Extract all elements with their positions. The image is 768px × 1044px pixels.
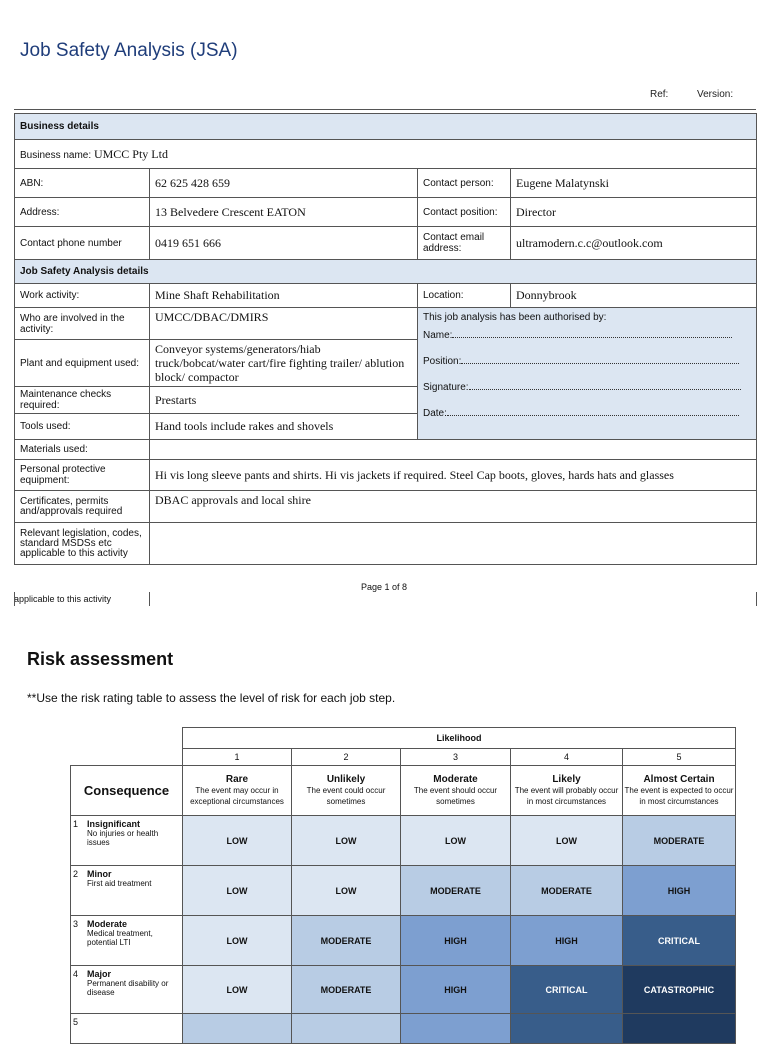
consequence-num: 2 <box>73 869 79 879</box>
consequence-desc: Permanent disability or disease <box>87 979 169 997</box>
likelihood-col-3 <box>401 766 511 816</box>
consequence-cell <box>71 1014 183 1044</box>
consequence-name: Major <box>87 969 112 979</box>
risk-cell: MODERATE <box>623 816 736 866</box>
work-activity-label: Work activity: <box>15 284 150 308</box>
risk-cell: LOW <box>292 866 401 916</box>
risk-cell: MODERATE <box>292 966 401 1014</box>
risk-cell: MODERATE <box>511 866 623 916</box>
risk-cell: CRITICAL <box>511 966 623 1014</box>
legislation-value[interactable] <box>150 523 757 565</box>
auth-position-label: Position: <box>423 356 462 367</box>
authorised-label: This job analysis has been authorised by: <box>423 312 607 323</box>
consequence-cell <box>71 866 183 916</box>
consequence-num: 5 <box>73 1017 79 1027</box>
likelihood-name: Moderate <box>433 774 478 785</box>
address-value[interactable]: 13 Belvedere Crescent EATON <box>150 198 418 227</box>
page-cutoff-line-right <box>756 592 757 606</box>
auth-name-label: Name: <box>423 330 453 341</box>
likelihood-desc: The event may occur in exceptional circumstances <box>190 786 284 806</box>
ref-label: Ref: <box>650 89 669 100</box>
phone-label: Contact phone number <box>15 227 150 260</box>
consequence-cell <box>71 816 183 866</box>
consequence-desc: No injuries or health issues <box>87 829 159 847</box>
auth-date-label: Date: <box>423 408 447 419</box>
version-label: Version: <box>697 89 734 100</box>
maintenance-label: Maintenance checks required: <box>15 387 150 414</box>
likelihood-num-2: 2 <box>292 749 401 766</box>
contact-person-label: Contact person: <box>418 169 511 198</box>
who-value[interactable]: UMCC/DBAC/DMIRS <box>150 308 418 340</box>
maintenance-value[interactable]: Prestarts <box>150 387 418 414</box>
who-label: Who are involved in the activity: <box>15 308 150 340</box>
risk-matrix <box>70 727 736 1044</box>
likelihood-desc: The event will probably occur in most circumstances <box>514 786 619 806</box>
risk-assessment-note: **Use the risk rating table to assess the level of risk for each job step. <box>27 691 396 705</box>
risk-cell: LOW <box>183 966 292 1014</box>
auth-position-line[interactable] <box>461 355 739 364</box>
email-label: Contact email address: <box>418 227 511 260</box>
auth-signature-label: Signature: <box>423 382 469 393</box>
likelihood-desc: The event is expected to occur in most circumstances <box>624 786 734 806</box>
likelihood-name: Rare <box>225 774 249 785</box>
risk-cell: LOW <box>183 916 292 966</box>
consequence-num: 4 <box>73 969 79 979</box>
risk-cell: HIGH <box>623 866 736 916</box>
page-cutoff-line <box>149 592 150 606</box>
abn-label: ABN: <box>15 169 150 198</box>
risk-cell: LOW <box>292 816 401 866</box>
likelihood-num-1: 1 <box>183 749 292 766</box>
business-name-cell <box>15 140 757 169</box>
likelihood-col-4 <box>511 766 623 816</box>
ppe-label: Personal protective equipment: <box>15 460 150 491</box>
risk-cell <box>292 1014 401 1044</box>
consequence-text <box>87 869 180 888</box>
risk-cell: LOW <box>401 816 511 866</box>
risk-cell: LOW <box>183 816 292 866</box>
risk-row-2 <box>71 866 736 916</box>
jsa-form-table <box>14 113 757 565</box>
risk-cell: HIGH <box>401 916 511 966</box>
risk-cell: LOW <box>183 866 292 916</box>
auth-date-line[interactable] <box>447 407 739 416</box>
risk-cell: HIGH <box>511 916 623 966</box>
ppe-value[interactable]: Hi vis long sleeve pants and shirts. Hi vis jackets if required. Steel Cap boots, gloves, hards hats and glasses <box>150 460 757 491</box>
abn-value[interactable]: 62 625 428 659 <box>150 169 418 198</box>
risk-row-5 <box>71 1014 736 1044</box>
risk-cell <box>511 1014 623 1044</box>
location-value[interactable]: Donnybrook <box>511 284 757 308</box>
plant-label: Plant and equipment used: <box>15 340 150 387</box>
materials-label: Materials used: <box>15 440 150 460</box>
likelihood-name: Almost Certain <box>643 774 715 785</box>
phone-value[interactable]: 0419 651 666 <box>150 227 418 260</box>
risk-cell <box>183 1014 292 1044</box>
consequence-desc: Medical treatment, potential LTI <box>87 929 153 947</box>
location-label: Location: <box>418 284 511 308</box>
likelihood-name: Unlikely <box>326 774 366 785</box>
email-value[interactable]: ultramodern.c.c@outlook.com <box>511 227 757 260</box>
consequence-header: Consequence <box>71 766 183 816</box>
risk-row-3 <box>71 916 736 966</box>
likelihood-desc: The event could occur sometimes <box>306 786 386 806</box>
likelihood-header: Likelihood <box>183 728 736 749</box>
business-section-header: Business details <box>15 114 757 140</box>
consequence-name: Minor <box>87 869 112 879</box>
legislation-label: Relevant legislation, codes, standard MSDSs etc applicable to this activity <box>15 523 150 565</box>
consequence-text <box>87 969 180 997</box>
consequence-desc: First aid treatment <box>87 879 152 888</box>
likelihood-col-2 <box>292 766 401 816</box>
work-activity-value[interactable]: Mine Shaft Rehabilitation <box>150 284 418 308</box>
risk-row-1 <box>71 816 736 866</box>
consequence-text <box>87 919 180 947</box>
risk-cell: MODERATE <box>401 866 511 916</box>
page-cutoff-line-left <box>14 592 15 606</box>
risk-cell: CATASTROPHIC <box>623 966 736 1014</box>
business-name-value[interactable]: UMCC Pty Ltd <box>93 146 168 161</box>
risk-assessment-title: Risk assessment <box>27 649 174 669</box>
authorisation-block <box>418 308 757 440</box>
auth-signature-line[interactable] <box>469 381 741 390</box>
tools-label: Tools used: <box>15 414 150 440</box>
contact-person-value[interactable]: Eugene Malatynski <box>511 169 757 198</box>
consequence-name: Insignificant <box>87 819 141 829</box>
header-divider <box>14 109 756 110</box>
page-title: Job Safety Analysis (JSA) <box>20 40 238 61</box>
risk-cell: HIGH <box>401 966 511 1014</box>
page-cutoff-text: applicable to this activity <box>14 594 112 604</box>
risk-cell: CRITICAL <box>623 916 736 966</box>
likelihood-name: Likely <box>552 774 581 785</box>
risk-cell <box>401 1014 511 1044</box>
likelihood-num-3: 3 <box>401 749 511 766</box>
likelihood-num-5: 5 <box>623 749 736 766</box>
materials-value[interactable] <box>150 440 757 460</box>
risk-cell: MODERATE <box>292 916 401 966</box>
matrix-corner <box>71 728 183 749</box>
consequence-num: 1 <box>73 819 79 829</box>
likelihood-col-5 <box>623 766 736 816</box>
likelihood-num-4: 4 <box>511 749 623 766</box>
plant-value[interactable]: Conveyor systems/generators/hiab truck/bobcat/water cart/fire fighting trailer/ ablution block/ compactor <box>150 340 418 387</box>
business-name-label: Business name: <box>20 149 92 161</box>
certificates-label: Certificates, permits and/approvals required <box>15 491 150 523</box>
consequence-cell <box>71 916 183 966</box>
contact-position-label: Contact position: <box>418 198 511 227</box>
jsa-section-header: Job Safety Analysis details <box>15 260 757 284</box>
consequence-num: 3 <box>73 919 79 929</box>
likelihood-col-1 <box>183 766 292 816</box>
consequence-text <box>87 819 180 847</box>
page-footer: Page 1 of 8 <box>360 582 408 592</box>
likelihood-desc: The event should occur sometimes <box>413 786 498 806</box>
risk-cell: LOW <box>511 816 623 866</box>
certificates-value[interactable]: DBAC approvals and local shire <box>150 491 757 523</box>
risk-cell <box>623 1014 736 1044</box>
address-label: Address: <box>15 198 150 227</box>
tools-value[interactable]: Hand tools include rakes and shovels <box>150 414 418 440</box>
risk-row-4 <box>71 966 736 1014</box>
auth-name-line[interactable] <box>452 329 732 338</box>
consequence-cell <box>71 966 183 1014</box>
consequence-name: Moderate <box>87 919 128 929</box>
contact-position-value[interactable]: Director <box>511 198 757 227</box>
matrix-corner-2 <box>71 749 183 766</box>
